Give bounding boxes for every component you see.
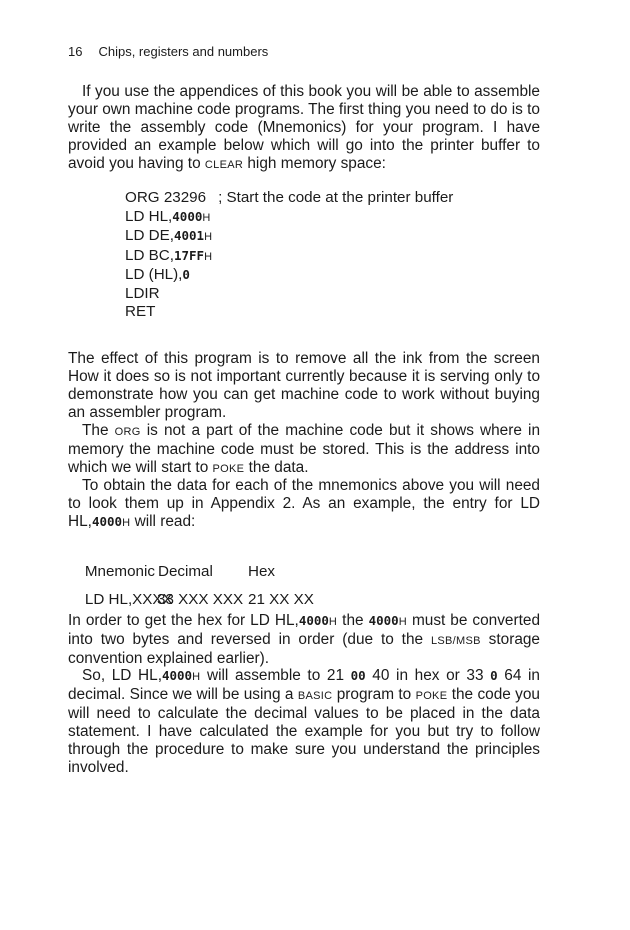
paragraph-org: The ORG is not a part of the machine code but it shows where in memory the machine code must be stored. This is the address into which we will start to POKE the data. xyxy=(68,422,541,476)
code-line: LD (HL),0 xyxy=(125,266,190,283)
paragraph-effect: The effect of this program is to remove all the ink from the screen How it does so is not important currently because it is serving only to demonstrate how you can get machine code to work without buying an assembler program. xyxy=(68,350,540,421)
paragraph-lookup: To obtain the data for each of the mnemonics above you will need to look them up in Appendix 2. As an example, the entry for LD HL,4000H will read: xyxy=(68,477,540,530)
running-title: Chips, registers and numbers xyxy=(98,44,269,59)
table-row: LD HL,XXXX 33 XXX XXX 21 XX XX xyxy=(84,591,314,608)
page-number: 16 xyxy=(68,44,83,59)
code-line: LD BC,17FFH xyxy=(125,246,213,264)
code-line: ORG 23296 ; Start the code at the printer buffer xyxy=(125,189,454,206)
code-line: LD DE,4001H xyxy=(125,227,213,244)
page-header xyxy=(68,44,268,59)
paragraph-intro: If you use the appendices of this book you will be able to assemble your own machine code programs. The first thing you need to do is to write the assembly code (Mnemonics) for your program. I have provided an example below which will go into the printer buffer to avoid you having to CLEAR high memory space: xyxy=(68,83,540,172)
keyword-clear: CLEAR xyxy=(204,159,244,171)
code-line: RET xyxy=(125,303,156,320)
assembly-listing xyxy=(125,189,453,322)
paragraph-hex-conversion: In order to get the hex for LD HL,4000H the 4000H must be converted into two bytes and reversed in order (due to the LSB/MSB storage convention explained earlier). xyxy=(68,612,541,667)
table-header-row: Mnemonic Decimal Hex xyxy=(84,563,276,580)
code-line: LDIR xyxy=(125,284,160,302)
code-line: LD HL,4000H xyxy=(125,207,211,225)
paragraph-assemble: So, LD HL,4000H will assemble to 21 00 40 in hex or 33 0 64 in decimal. Since we will be using a BASIC program to POKE the code you will need to calculate the decimal values to be placed in the data statement. I have calculated the example for you but try to follow through the procedure to make sure you understand the principles involved. xyxy=(68,667,540,776)
